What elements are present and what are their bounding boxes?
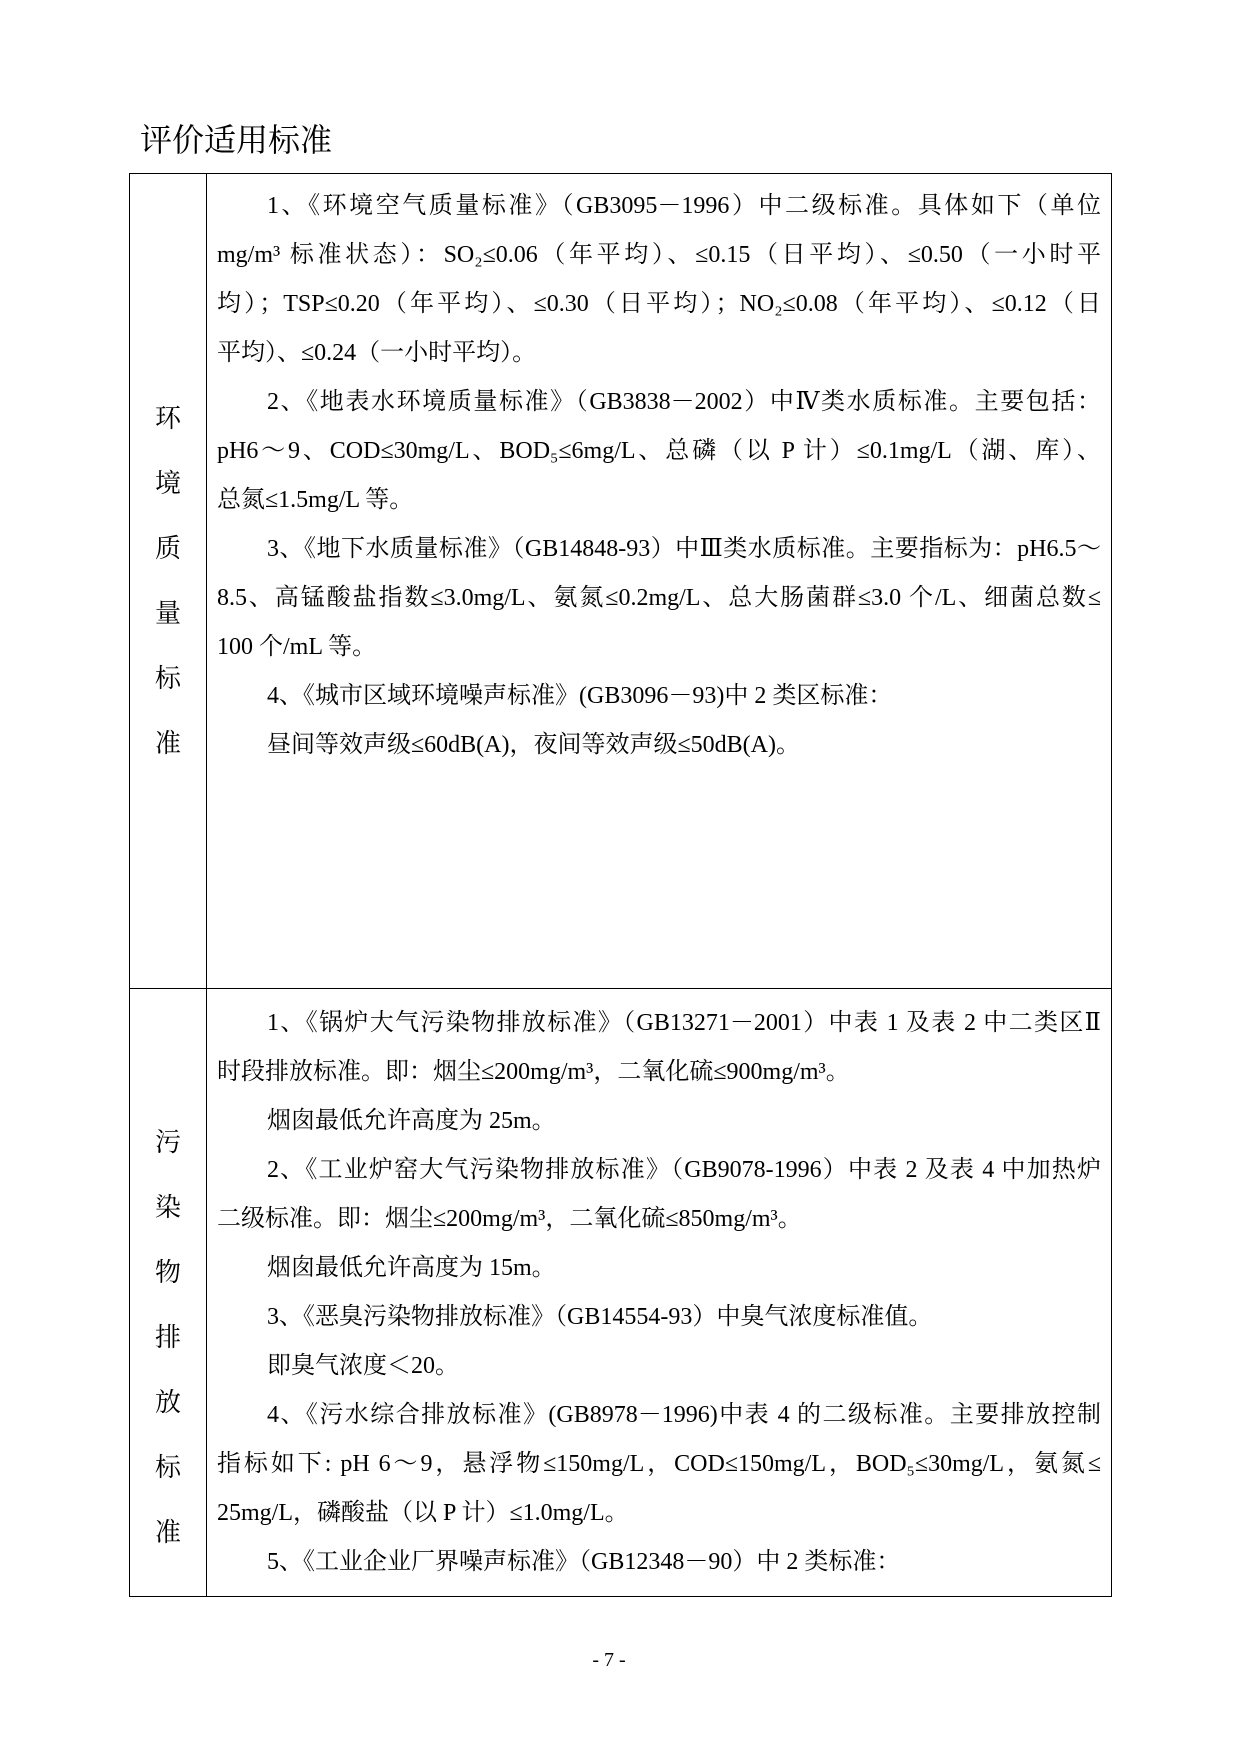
text-line: 即臭气浓度＜20。 xyxy=(267,1353,459,1379)
paragraph xyxy=(217,1538,1101,1587)
row-content-cell xyxy=(207,989,1111,1596)
text-line: 3、《地下水质量标准》（GB14848-93）中Ⅲ类水质标准。主要指标为：pH6.5～ xyxy=(267,536,1101,562)
table-row-environmental-quality xyxy=(130,174,1111,989)
text-line: 4、《污水综合排放标准》(GB8978－1996)中表 4 的二级标准。主要排放控制 xyxy=(267,1402,1101,1428)
row-content-cell xyxy=(207,174,1111,988)
paragraph xyxy=(217,1391,1101,1538)
text-line: 总氮≤1.5mg/L 等。 xyxy=(217,487,414,513)
text-line: 3、《恶臭污染物排放标准》（GB14554-93）中臭气浓度标准值。 xyxy=(267,1304,933,1330)
text-line: 均）；TSP≤0.20（年平均）、≤0.30（日平均）；NO₂≤0.08（年平均）、≤0.12（日 xyxy=(217,291,1101,317)
paragraph xyxy=(217,999,1101,1097)
text-line: 1、《环境空气质量标准》（GB3095－1996）中二级标准。具体如下（单位 xyxy=(267,193,1101,219)
text-line: 8.5、高锰酸盐指数≤3.0mg/L、氨氮≤0.2mg/L、总大肠菌群≤3.0 个/L、细菌总数≤ xyxy=(217,585,1101,611)
text-line: 昼间等效声级≤60dB(A)，夜间等效声级≤50dB(A)。 xyxy=(267,732,800,758)
row-label: 环境质量标准 xyxy=(154,404,181,758)
text-line: 25mg/L，磷酸盐（以 P 计）≤1.0mg/L。 xyxy=(217,1500,629,1526)
row-label: 污染物排放标准 xyxy=(154,1128,181,1547)
paragraph xyxy=(217,182,1101,378)
text-line: 2、《地表水环境质量标准》（GB3838－2002）中Ⅳ类水质标准。主要包括： xyxy=(267,389,1101,415)
paragraph xyxy=(217,1244,1101,1293)
paragraph xyxy=(217,525,1101,672)
paragraph xyxy=(217,1146,1101,1244)
text-line: 烟囱最低允许高度为 25m。 xyxy=(267,1108,556,1134)
paragraph xyxy=(217,1097,1101,1146)
text-line: 烟囱最低允许高度为 15m。 xyxy=(267,1255,556,1281)
section-title: 评价适用标准 xyxy=(140,121,333,159)
text-line: pH6～9、COD≤30mg/L、BOD₅≤6mg/L、总磷（以 P 计）≤0.1mg/L（湖、库）、 xyxy=(217,438,1101,464)
row-label-cell xyxy=(130,989,207,1596)
page-number: - 7 - xyxy=(592,1649,626,1671)
standards-table xyxy=(129,173,1112,1597)
text-line: 4、《城市区域环境噪声标准》(GB3096－93)中 2 类区标准： xyxy=(267,683,893,709)
text-line: 时段排放标准。即：烟尘≤200mg/m³，二氧化硫≤900mg/m³。 xyxy=(217,1059,850,1085)
text-line: 二级标准。即：烟尘≤200mg/m³，二氧化硫≤850mg/m³。 xyxy=(217,1206,802,1232)
text-line: 5、《工业企业厂界噪声标准》（GB12348－90）中 2 类标准： xyxy=(267,1549,901,1575)
paragraph xyxy=(217,721,1101,770)
text-line: 100 个/mL 等。 xyxy=(217,634,377,660)
row-label-cell xyxy=(130,174,207,988)
text-line: 指标如下: pH 6～9，悬浮物≤150mg/L，COD≤150mg/L，BOD₅≤30mg/L，氨氮≤ xyxy=(217,1451,1101,1477)
paragraph xyxy=(217,1342,1101,1391)
paragraph xyxy=(217,672,1101,721)
table-row-pollutant-emission xyxy=(130,989,1111,1596)
text-line: mg/m³ 标准状态）：SO₂≤0.06（年平均）、≤0.15（日平均）、≤0.50（一小时平 xyxy=(217,242,1101,268)
text-line: 平均）、≤0.24（一小时平均）。 xyxy=(217,340,537,366)
paragraph xyxy=(217,378,1101,525)
paragraph xyxy=(217,1293,1101,1342)
text-line: 1、《锅炉大气污染物排放标准》（GB13271－2001）中表 1 及表 2 中二类区Ⅱ xyxy=(267,1010,1101,1036)
text-line: 2、《工业炉窑大气污染物排放标准》（GB9078-1996）中表 2 及表 4 中加热炉 xyxy=(267,1157,1101,1183)
